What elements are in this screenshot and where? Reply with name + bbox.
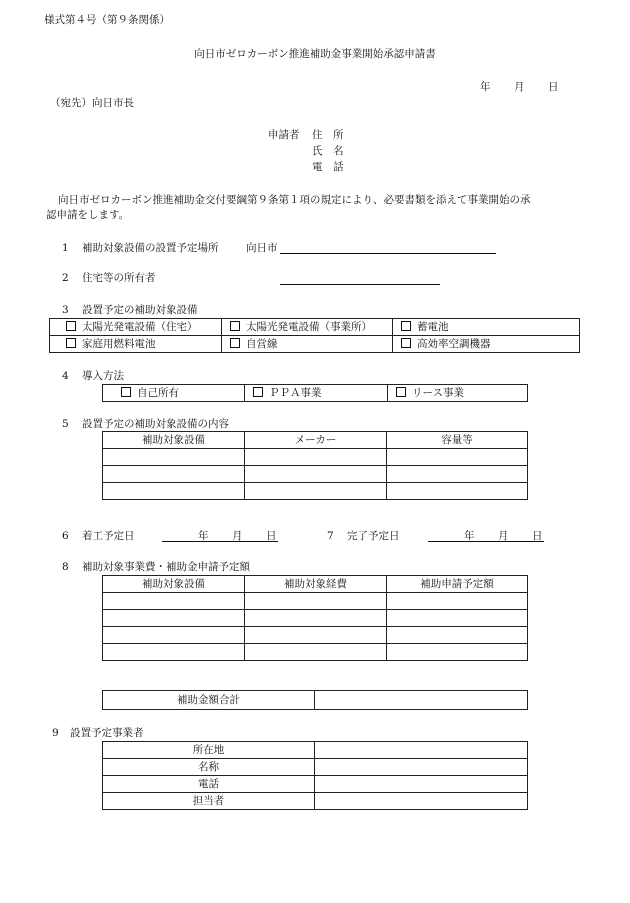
column-header: 補助対象設備 bbox=[103, 576, 245, 593]
table-cell[interactable] bbox=[315, 742, 528, 759]
checkbox[interactable] bbox=[230, 338, 240, 348]
table-cell[interactable] bbox=[387, 644, 528, 661]
table-cell[interactable] bbox=[103, 449, 245, 466]
table-cell[interactable] bbox=[387, 593, 528, 610]
table-row bbox=[103, 793, 528, 810]
table-row bbox=[50, 336, 580, 353]
table-row bbox=[50, 319, 580, 336]
date-day: 日 bbox=[548, 81, 559, 93]
item1-label: 補助対象設備の設置予定場所 bbox=[82, 242, 219, 254]
table-row bbox=[103, 776, 528, 793]
date-month: 月 bbox=[514, 81, 525, 93]
method-options-table bbox=[102, 384, 528, 402]
option-cell[interactable]: 家庭用燃料電池 bbox=[50, 336, 222, 353]
completion-date-field[interactable] bbox=[428, 541, 544, 542]
item1-prefix: 向日市 bbox=[246, 242, 278, 254]
table-row bbox=[103, 483, 528, 500]
table-cell[interactable] bbox=[245, 466, 387, 483]
table-row bbox=[103, 385, 528, 402]
total-table bbox=[102, 690, 528, 710]
start-date-year: 年 bbox=[198, 530, 209, 542]
table-row bbox=[103, 627, 528, 644]
option-cell[interactable]: ＰＰＡ事業 bbox=[245, 385, 388, 402]
checkbox[interactable] bbox=[401, 338, 411, 348]
table-header-row bbox=[103, 576, 528, 593]
table-cell[interactable] bbox=[103, 593, 245, 610]
applicant-address-label: 住 所 bbox=[312, 129, 344, 141]
table-cell[interactable] bbox=[387, 627, 528, 644]
item6-label: 着工予定日 bbox=[82, 530, 135, 542]
item8-label: 補助対象事業費・補助金申請予定額 bbox=[82, 561, 250, 573]
table-cell[interactable] bbox=[245, 593, 387, 610]
table-row bbox=[103, 466, 528, 483]
row-label: 名称 bbox=[103, 759, 315, 776]
table-cell[interactable] bbox=[103, 644, 245, 661]
item3-number: 3 bbox=[62, 304, 69, 316]
table-row bbox=[103, 644, 528, 661]
equipment-details-table bbox=[102, 431, 528, 500]
table-cell[interactable] bbox=[315, 793, 528, 810]
column-header: メーカー bbox=[245, 432, 387, 449]
applicant-phone-label: 電 話 bbox=[312, 161, 344, 173]
option-cell[interactable]: 蓄電池 bbox=[393, 319, 580, 336]
total-label: 補助金額合計 bbox=[103, 691, 315, 710]
owner-field[interactable] bbox=[280, 284, 440, 285]
option-cell[interactable]: 高効率空調機器 bbox=[393, 336, 580, 353]
checkbox[interactable] bbox=[66, 321, 76, 331]
date-year: 年 bbox=[480, 81, 491, 93]
table-cell[interactable] bbox=[103, 627, 245, 644]
table-cell[interactable] bbox=[103, 610, 245, 627]
table-row bbox=[103, 449, 528, 466]
contractor-table bbox=[102, 741, 528, 810]
table-cell[interactable] bbox=[315, 776, 528, 793]
option-cell[interactable]: 自営線 bbox=[222, 336, 393, 353]
table-cell[interactable] bbox=[245, 483, 387, 500]
table-row bbox=[103, 759, 528, 776]
checkbox[interactable] bbox=[230, 321, 240, 331]
item5-label: 設置予定の補助対象設備の内容 bbox=[82, 418, 229, 430]
intro-text-line1: 向日市ゼロカーボン推進補助金交付要綱第９条第１項の規定により、必要書類を添えて事業開始の承 bbox=[58, 194, 531, 206]
start-date-month: 月 bbox=[232, 530, 243, 542]
applicant-name-label: 氏 名 bbox=[312, 145, 344, 157]
equipment-options-table bbox=[49, 318, 580, 353]
table-cell[interactable] bbox=[387, 610, 528, 627]
item9-label: 設置予定事業者 bbox=[70, 727, 144, 739]
checkbox[interactable] bbox=[66, 338, 76, 348]
document-title: 向日市ゼロカーボン推進補助金事業開始承認申請書 bbox=[194, 48, 436, 60]
table-cell[interactable] bbox=[245, 627, 387, 644]
table-header-row bbox=[103, 432, 528, 449]
table-cell[interactable] bbox=[103, 483, 245, 500]
item9-number: 9 bbox=[52, 727, 59, 739]
option-cell[interactable]: 太陽光発電設備（住宅） bbox=[50, 319, 222, 336]
table-cell[interactable] bbox=[245, 449, 387, 466]
table-cell[interactable] bbox=[387, 449, 528, 466]
checkbox[interactable] bbox=[253, 387, 263, 397]
install-location-field[interactable] bbox=[280, 253, 496, 254]
table-cell[interactable] bbox=[315, 759, 528, 776]
completion-date-year: 年 bbox=[464, 530, 475, 542]
item1-number: 1 bbox=[62, 242, 69, 254]
item8-number: 8 bbox=[62, 561, 69, 573]
item4-number: 4 bbox=[62, 370, 69, 382]
table-row bbox=[103, 593, 528, 610]
table-cell[interactable] bbox=[387, 483, 528, 500]
total-value-cell[interactable] bbox=[315, 691, 528, 710]
table-row bbox=[103, 691, 528, 710]
item6-number: 6 bbox=[62, 530, 69, 542]
item5-number: 5 bbox=[62, 418, 69, 430]
option-cell[interactable]: リース事業 bbox=[388, 385, 528, 402]
item7-number: 7 bbox=[327, 530, 334, 542]
completion-date-month: 月 bbox=[498, 530, 509, 542]
item3-label: 設置予定の補助対象設備 bbox=[82, 304, 198, 316]
option-cell[interactable]: 太陽光発電設備（事業所） bbox=[222, 319, 393, 336]
start-date-field[interactable] bbox=[162, 541, 278, 542]
row-label: 担当者 bbox=[103, 793, 315, 810]
item2-number: 2 bbox=[62, 272, 69, 284]
item4-label: 導入方法 bbox=[82, 370, 124, 382]
table-cell[interactable] bbox=[387, 466, 528, 483]
column-header: 補助対象経費 bbox=[245, 576, 387, 593]
completion-date-day: 日 bbox=[532, 530, 543, 542]
row-label: 電話 bbox=[103, 776, 315, 793]
option-cell[interactable]: 自己所有 bbox=[103, 385, 245, 402]
table-cell[interactable] bbox=[245, 610, 387, 627]
table-cell[interactable] bbox=[103, 466, 245, 483]
table-row bbox=[103, 742, 528, 759]
applicant-label: 申請者 bbox=[268, 129, 300, 141]
cost-table bbox=[102, 575, 528, 661]
start-date-day: 日 bbox=[266, 530, 277, 542]
checkbox[interactable] bbox=[121, 387, 131, 397]
column-header: 補助申請予定額 bbox=[387, 576, 528, 593]
addressee: （宛先）向日市長 bbox=[50, 97, 134, 109]
form-number: 様式第４号（第９条関係） bbox=[44, 14, 170, 26]
checkbox[interactable] bbox=[401, 321, 411, 331]
item7-label: 完了予定日 bbox=[347, 530, 400, 542]
column-header: 容量等 bbox=[387, 432, 528, 449]
item2-label: 住宅等の所有者 bbox=[82, 272, 156, 284]
column-header: 補助対象設備 bbox=[103, 432, 245, 449]
table-cell[interactable] bbox=[245, 644, 387, 661]
row-label: 所在地 bbox=[103, 742, 315, 759]
table-row bbox=[103, 610, 528, 627]
checkbox[interactable] bbox=[396, 387, 406, 397]
intro-text-line2: 認申請をします。 bbox=[46, 209, 130, 221]
